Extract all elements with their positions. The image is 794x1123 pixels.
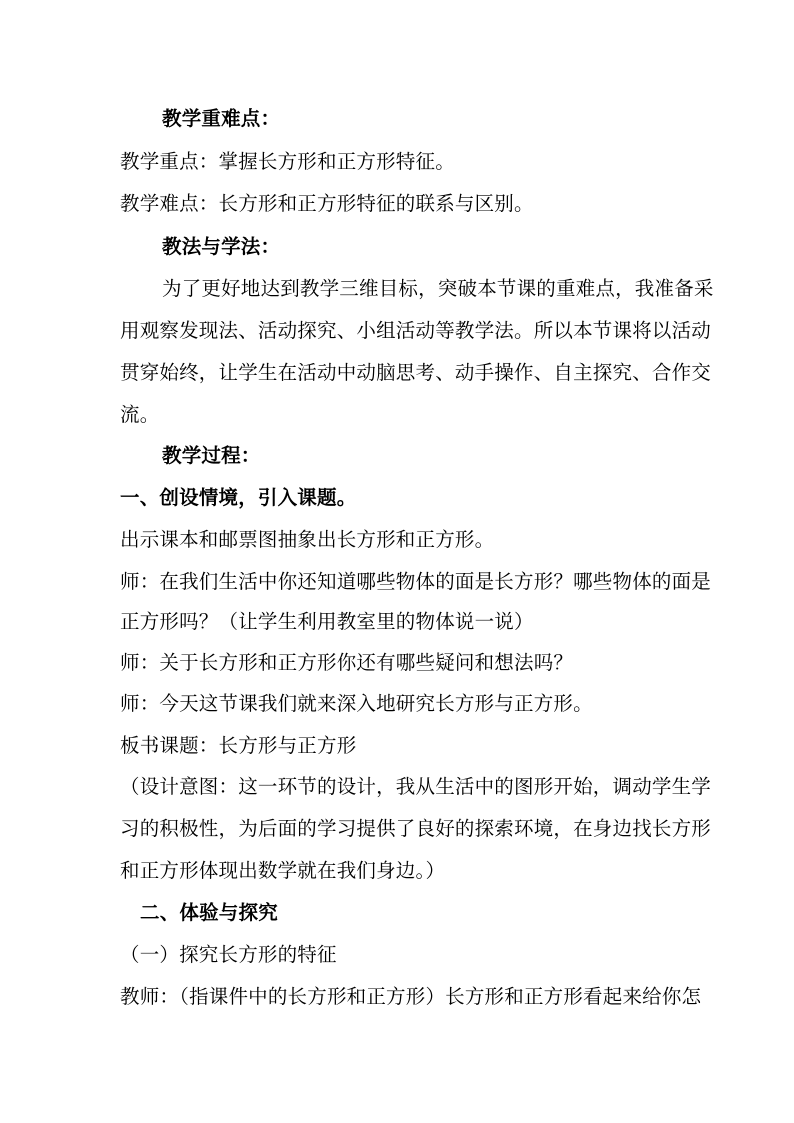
paragraph-show-pictures: 出示课本和邮票图抽象出长方形和正方形。	[120, 528, 495, 551]
paragraph-methods-line-2: 用观察发现法、活动探究、小组活动等教学法。所以本节课将以活动	[120, 319, 712, 342]
paragraph-difficult-point: 教学难点：长方形和正方形特征的联系与区别。	[120, 192, 534, 215]
teacher-question-line-2: 正方形吗？（让学生利用教室里的物体说一说）	[120, 610, 534, 633]
paragraph-methods-line-4: 流。	[120, 403, 160, 426]
teacher-instruction: 教师：（指课件中的长方形和正方形）长方形和正方形看起来给你怎	[120, 985, 702, 1008]
paragraph-methods-line-3: 贯穿始终，让学生在活动中动脑思考、动手操作、自主探究、合作交	[120, 361, 712, 384]
design-intent-line-1: （设计意图：这一环节的设计，我从生活中的图形开始，调动学生学	[120, 775, 712, 798]
section-heading-2: 二、体验与探究	[140, 901, 278, 924]
design-intent-line-3: 和正方形体现出数学就在我们身边。）	[120, 859, 446, 882]
heading-key-difficult-points: 教学重难点：	[162, 107, 281, 130]
heading-teaching-process: 教学过程：	[162, 444, 261, 467]
design-intent-line-2: 习的积极性，为后面的学习提供了良好的探索环境，在身边找长方形	[120, 817, 712, 840]
board-title: 板书课题：长方形与正方形	[120, 734, 357, 757]
teacher-statement: 师：今天这节课我们就来深入地研究长方形与正方形。	[120, 692, 593, 715]
section-heading-1: 一、创设情境，引入课题。	[120, 486, 357, 509]
teacher-question-2: 师：关于长方形和正方形你还有哪些疑问和想法吗？	[120, 651, 574, 674]
teacher-question-line-1: 师：在我们生活中你还知道哪些物体的面是长方形？哪些物体的面是	[120, 570, 712, 593]
heading-teaching-methods: 教法与学法：	[162, 235, 281, 258]
paragraph-key-point: 教学重点：掌握长方形和正方形特征。	[120, 150, 455, 173]
paragraph-methods-line-1: 为了更好地达到教学三维目标，突破本节课的重难点，我准备采	[162, 277, 714, 300]
subsection-heading-1: （一）探究长方形的特征	[120, 943, 337, 966]
